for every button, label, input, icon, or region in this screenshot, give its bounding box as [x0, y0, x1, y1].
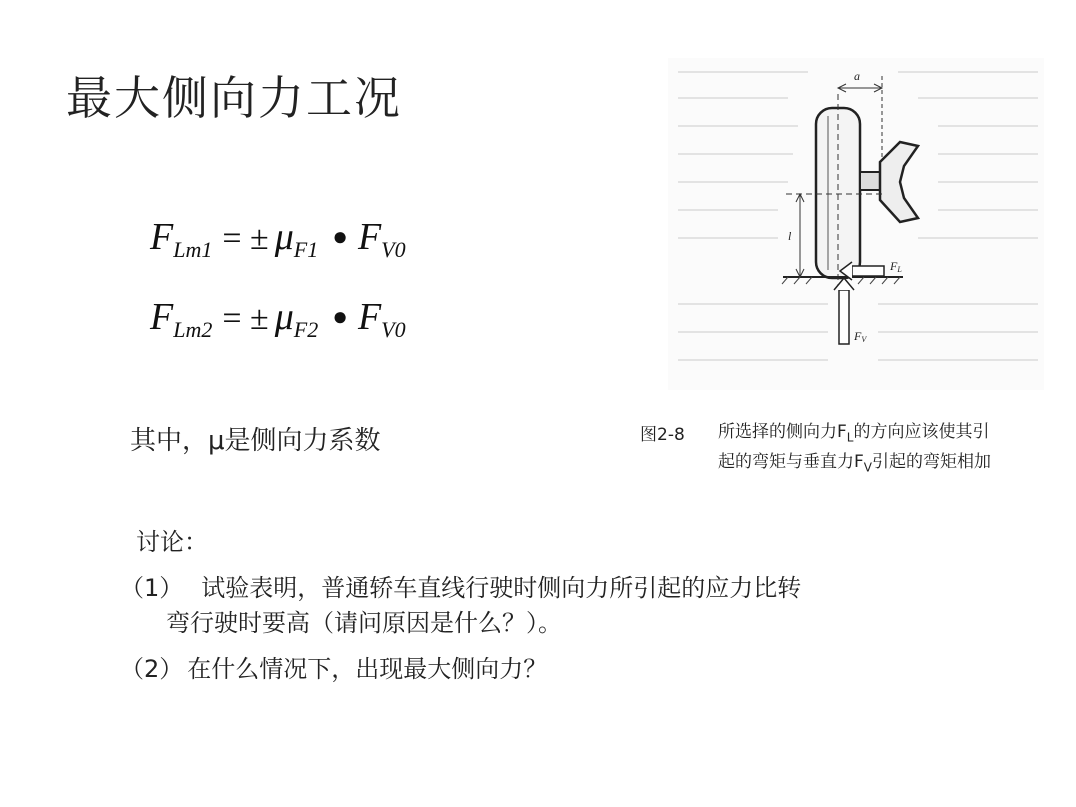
formula-mu-sub: F1 [293, 237, 319, 262]
formula-lhs-sub: Lm2 [173, 317, 213, 342]
dimension-a-label: a [854, 69, 860, 83]
formula-rhs: F [357, 296, 382, 338]
formula-lm2 [150, 296, 406, 342]
formula-lhs: F [150, 216, 174, 258]
dimension-l-label: l [788, 229, 792, 243]
discussion-item-1 [120, 568, 801, 603]
formula-rhs-sub: V0 [381, 237, 406, 262]
formula-eq: = ± [222, 220, 269, 257]
slide-title: 最大侧向力工况 [66, 71, 402, 125]
formula-lm1 [150, 216, 406, 262]
item-text: 在什么情况下，出现最大侧向力？ [187, 655, 548, 683]
wheel-force-figure [668, 58, 1044, 390]
formula-mu: μ [274, 216, 294, 258]
discussion-item-1-continued: 弯行驶时要高（请问原因是什么？）。 [166, 609, 562, 637]
formula-dot: ● [332, 302, 348, 331]
tire-shape [816, 108, 860, 278]
formula-rhs-sub: V0 [381, 317, 406, 342]
formula-dot: ● [332, 222, 348, 251]
vertical-force-label: FV [854, 329, 867, 344]
formula-lhs: F [150, 296, 174, 338]
discussion-heading: 讨论： [136, 528, 208, 556]
item-number: （2） [120, 655, 184, 683]
item-text: 试验表明，普通轿车直线行驶时侧向力所引起的应力比转 [201, 574, 802, 602]
formula-rhs: F [357, 216, 382, 258]
coefficient-note: 其中，μ是侧向力系数 [130, 426, 381, 456]
figure-number: 图2-8 [640, 425, 685, 445]
formula-mu-sub: F2 [293, 317, 319, 342]
caption-line-2: 起的弯矩与垂直力$F_V$引起的弯矩相加 [718, 452, 991, 475]
lateral-force-label: FL [890, 259, 902, 274]
figure-caption [718, 420, 991, 481]
item-number: （1） [120, 574, 184, 602]
caption-line-1: 所选择的侧向力$F_L$的方向应该使其引 [718, 422, 990, 445]
formula-eq: = ± [222, 300, 269, 337]
discussion-item-2 [120, 649, 547, 684]
formula-lhs-sub: Lm1 [173, 237, 213, 262]
formula-mu: μ [274, 296, 294, 338]
